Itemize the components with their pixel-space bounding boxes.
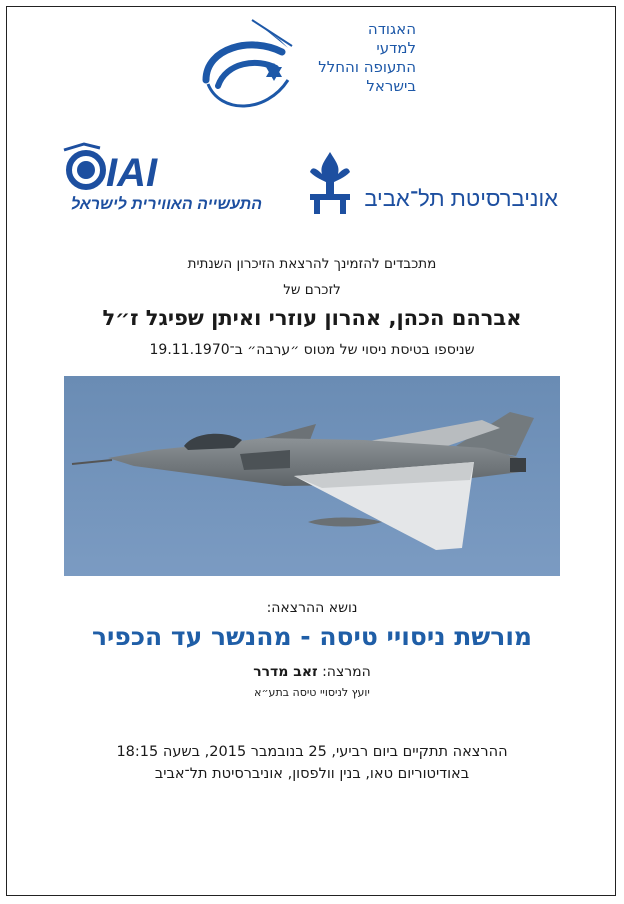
lecturer xyxy=(0,664,624,680)
tau-emblem xyxy=(302,150,358,216)
invitation-line: מתכבדים להזמינך להרצאת הזיכרון השנתית xyxy=(187,256,437,272)
lecturer-label: המרצה: xyxy=(322,664,371,680)
topic-title: מורשת ניסויי טיסה - מהנשר עד הכפיר xyxy=(92,622,532,651)
association-logo xyxy=(196,18,298,118)
lecturer-role: יועץ לניסויי טיסה בתע״א xyxy=(254,686,370,699)
association-line-2: למדעי xyxy=(376,39,416,57)
iai-name: התעשייה האווירית לישראל xyxy=(70,196,262,213)
perished-line: שניספו בטיסת ניסוי של מטוס ״ערבה״ ב־19.11.1970 xyxy=(149,342,475,358)
tau-name: אוניברסיטת תל־אביב xyxy=(364,186,558,211)
event-location: באודיטוריום טאו, בנין וולפסון, אוניברסיטת תל־אביב xyxy=(154,766,470,782)
iai-logo xyxy=(60,142,182,194)
topic-label: נושא ההרצאה: xyxy=(266,600,358,616)
iai-logo-text: IAI xyxy=(106,151,158,194)
memory-line: לזכרם של xyxy=(283,282,341,298)
lecturer-name: זאב מדרר xyxy=(253,664,318,680)
event-time: ההרצאה תתקיים ביום רביעי, 25 בנובמבר 2015, בשעה 18:15 xyxy=(116,744,508,760)
association-line-3: התעופה והחלל xyxy=(318,58,416,76)
honoree-names: אברהם הכהן, אהרון עוזרי ואיתן שפיגל ז״ל xyxy=(102,306,522,330)
fighter-jet-photo xyxy=(64,376,560,576)
association-line-4: בישראל xyxy=(366,77,416,95)
association-name xyxy=(296,20,416,96)
association-line-1: האגודה xyxy=(367,20,416,38)
